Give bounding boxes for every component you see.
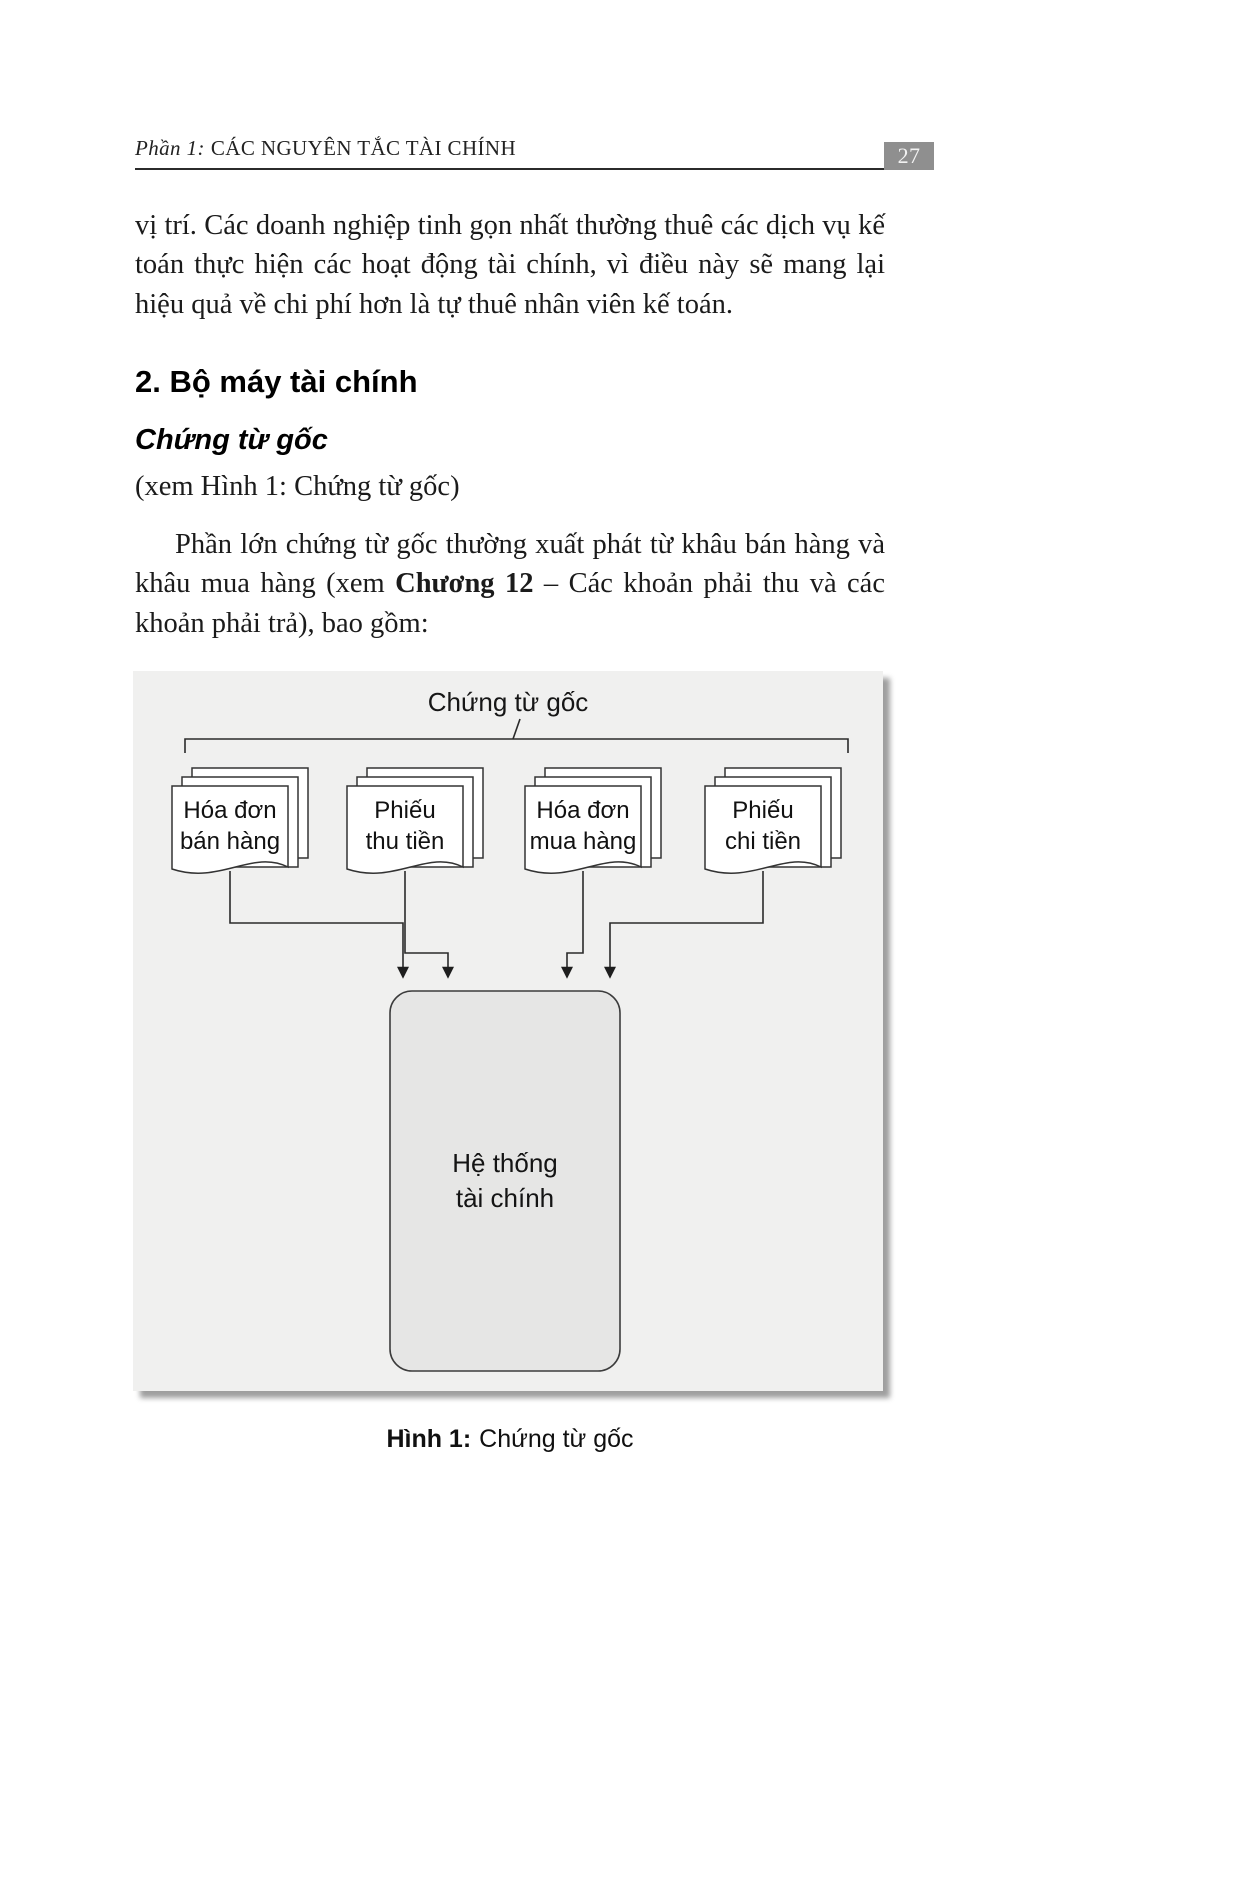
doc-label-line2: chi tiền [724, 828, 802, 856]
section-title: CÁC NGUYÊN TẮC TÀI CHÍNH [210, 136, 517, 160]
section-label: Phần 1: [135, 136, 205, 160]
section-heading: 2. Bộ máy tài chính [135, 363, 418, 399]
paragraph-2-chapter-ref: Chương 12 [395, 568, 534, 600]
doc-label-payment-voucher [703, 795, 823, 857]
figure-diagram-title: Chứng từ gốc [427, 686, 589, 717]
figure-caption-label: Hình 1: [386, 1424, 472, 1453]
subheading: Chứng từ gốc [135, 423, 328, 456]
paragraph-2 [135, 525, 885, 643]
figure-caption [135, 1425, 885, 1454]
connector-sales-invoice [230, 871, 403, 977]
figure-reference: (xem Hình 1: Chứng từ gốc) [135, 470, 460, 502]
brace-tick [513, 719, 520, 739]
doc-label-receipt-voucher [345, 795, 465, 857]
brace-line [185, 739, 848, 753]
doc-label-line1: Hóa đơn [183, 796, 277, 824]
finance-system-line2: tài chính [455, 1182, 555, 1213]
figure-source-documents [133, 671, 883, 1391]
page-number: 27 [884, 142, 934, 170]
paragraph-1: vị trí. Các doanh nghiệp tinh gọn nhất thường thuê các dịch vụ kế toán thực hiện các hoạt động tài chính, vì điều này sẽ mang lại hiệu quả về chi phí hơn là tự thuê nhân viên kế toán. [135, 210, 885, 320]
finance-system-label [390, 991, 620, 1371]
figure-caption-text: Chứng từ gốc [479, 1424, 634, 1453]
doc-label-line2: thu tiền [365, 828, 445, 856]
doc-label-purchase-invoice [523, 795, 643, 857]
finance-system-line1: Hệ thống [452, 1147, 558, 1178]
paragraph-2-text-start: Phần lớn chứng từ gốc thường xuất phát từ khâu bán hàng và khâu mua hàng (xem [135, 528, 885, 600]
running-header [135, 136, 921, 170]
page-content [135, 136, 921, 1454]
doc-label-line1: Phiếu [374, 796, 436, 824]
doc-label-sales-invoice [170, 795, 290, 857]
doc-label-line2: bán hàng [179, 828, 281, 856]
connector-purchase-invoice [567, 871, 583, 977]
connector-payment-voucher [610, 871, 763, 977]
doc-label-line1: Hóa đơn [536, 796, 630, 824]
doc-label-line2: mua hàng [529, 828, 637, 856]
connector-receipt-voucher [405, 871, 448, 977]
paragraph-2-text-end: – Các khoản phải thu và các khoản phải trả), bao gồm: [135, 568, 885, 639]
doc-label-line1: Phiếu [732, 796, 794, 824]
